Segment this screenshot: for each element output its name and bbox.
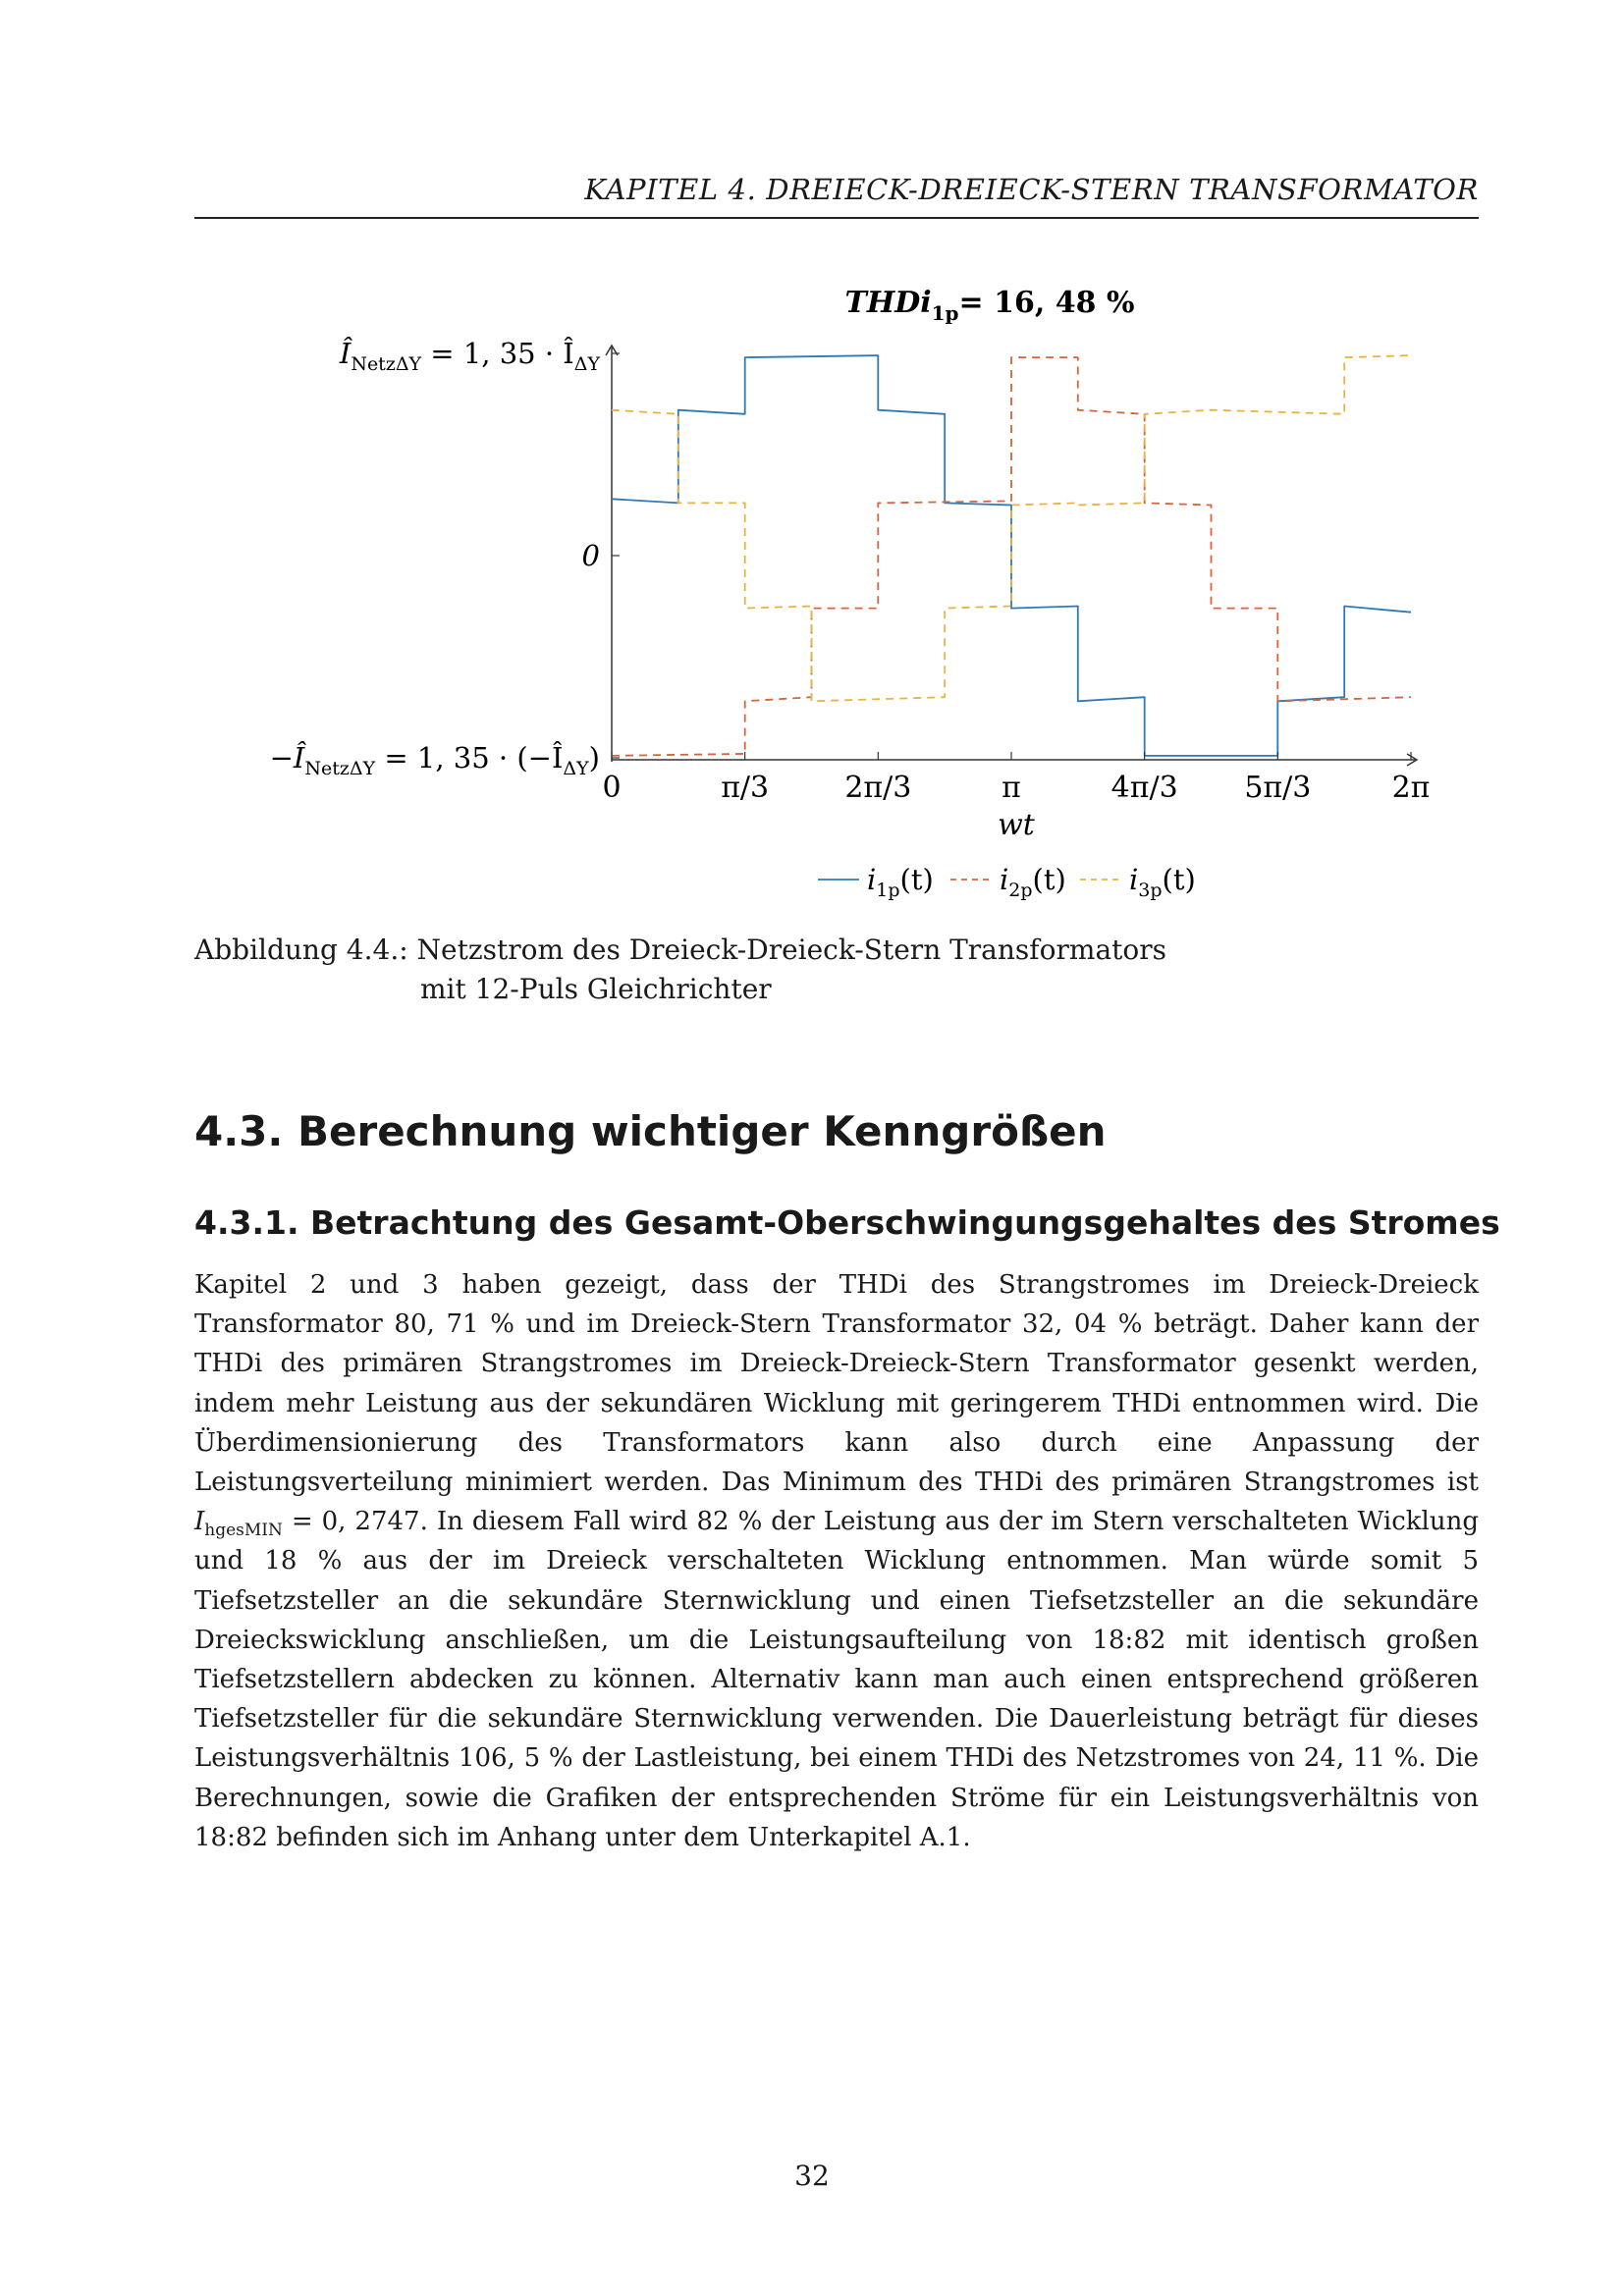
chart-title-sub: 1p (931, 301, 959, 325)
y-tick-rest: = 1, 35 · Î (421, 337, 574, 370)
legend-subscript: 1p (876, 880, 900, 901)
y-tick-main: Î (339, 337, 352, 370)
series-line-3p (612, 355, 1411, 701)
chart-series-layer (612, 355, 1411, 756)
legend-symbol: i (1129, 863, 1139, 896)
y-tick-sub2: ΔY (563, 758, 589, 779)
x-tick-label: π/3 (721, 771, 770, 805)
x-tick-label: 5π/3 (1244, 771, 1312, 805)
y-tick-sub2: ΔY (573, 353, 600, 375)
legend-arg: (t) (1032, 863, 1066, 896)
legend-arg: (t) (899, 863, 934, 896)
x-tick-label: 2π/3 (844, 771, 912, 805)
y-tick-sub: NetzΔY (304, 758, 376, 779)
x-tick-label: 2π (1391, 771, 1431, 805)
symbol-i-hgesmin: I (194, 1507, 205, 1537)
legend-label-1p (867, 863, 934, 901)
thd-current-chart (0, 0, 1624, 923)
section-heading: 4.3. Berechnung wichtiger Kenngrößen (194, 1107, 1107, 1155)
page-number: 32 (794, 2160, 830, 2192)
y-tick-label (270, 740, 600, 779)
paragraph-part-a: Kapitel 2 und 3 haben gezeigt, dass der THDi des Strangstromes im Dreieck-Dreieck Transformator 80, 71 % und im Dreieck-Stern Transformator 32, 04 % beträgt. Daher kann der THDi des primären Strangstromes im Dreieck-Dreieck-Stern Transformator gesenkt werden, indem mehr Leistung aus der sekundären Wicklung mit geringerem THDi entnommen wird. Die Überdimensionierung des Transformators kann also durch eine Anpassung der Leistungsverteilung minimiert werden. Das Minimum des THDi des primären Strangstromes ist (194, 1270, 1479, 1498)
chart-title (845, 286, 1135, 325)
x-tick-label: 0 (602, 771, 622, 805)
legend-symbol: i (1000, 863, 1009, 896)
chart-title-main: THDi (844, 286, 932, 320)
y-tick-sub: NetzΔY (351, 353, 422, 375)
y-tick-label (339, 336, 601, 375)
legend-label-2p (1000, 863, 1066, 901)
x-axis-label: wt (998, 808, 1035, 842)
legend-symbol: i (867, 863, 877, 896)
body-paragraph (194, 1265, 1479, 1857)
y-tick-main: 0 (581, 539, 600, 572)
y-tick-rest: = 1, 35 · (−Î (375, 741, 564, 774)
caption-line-1: Abbildung 4.4.: Netzstrom des Dreieck-Dreieck-Stern Transformators (194, 934, 1166, 966)
figure-caption (194, 931, 1373, 1009)
y-tick-main: −Î (269, 741, 305, 774)
y-tick-label (582, 539, 600, 572)
x-tick-label: 4π/3 (1110, 771, 1178, 805)
chart-legend (818, 863, 1196, 901)
legend-subscript: 3p (1138, 880, 1163, 901)
symbol-subscript: hgesMIN (204, 1521, 283, 1541)
legend-arg: (t) (1162, 863, 1196, 896)
x-tick-label: π (1001, 771, 1021, 805)
caption-line-2: mit 12-Puls Gleichrichter (420, 973, 772, 1005)
legend-subscript: 2p (1008, 880, 1033, 901)
subsection-heading: 4.3.1. Betrachtung des Gesamt-Oberschwingungsgehaltes des Stromes (194, 1203, 1500, 1242)
paragraph-part-b: = 0, 2747. In diesem Fall wird 82 % der Leistung aus der im Stern verschalteten Wicklung und 18 % aus der im Dreieck verschalteten Wicklung entnommen. Man würde somit 5 Tiefsetzsteller an die sekundäre Sternwicklung und einen Tiefsetzsteller an die sekundäre Dreieckswicklung anschließen, um die Leistungsaufteilung von 18:82 mit identisch großen Tiefsetzstellern abdecken zu können. Alternativ kann man auch einen entsprechend größeren Tiefsetzsteller für die sekundäre Sternwicklung verwenden. Die Dauerleistung beträgt für dieses Leistungsverhältnis 106, 5 % der Lastleistung, bei einem THDi des Netzstromes von 24, 11 %. Die Berechnungen, sowie die Grafiken der entsprechenden Ströme für ein Leistungsverhältnis von 18:82 befinden sich im Anhang unter dem Unterkapitel A.1. (194, 1507, 1479, 1852)
legend-label-3p (1129, 863, 1196, 901)
chart-title-value: = 16, 48 % (958, 286, 1135, 320)
y-tick-end: ) (588, 741, 600, 774)
running-head: KAPITEL 4. DREIECK-DREIECK-STERN TRANSFORMATOR (584, 173, 1479, 206)
